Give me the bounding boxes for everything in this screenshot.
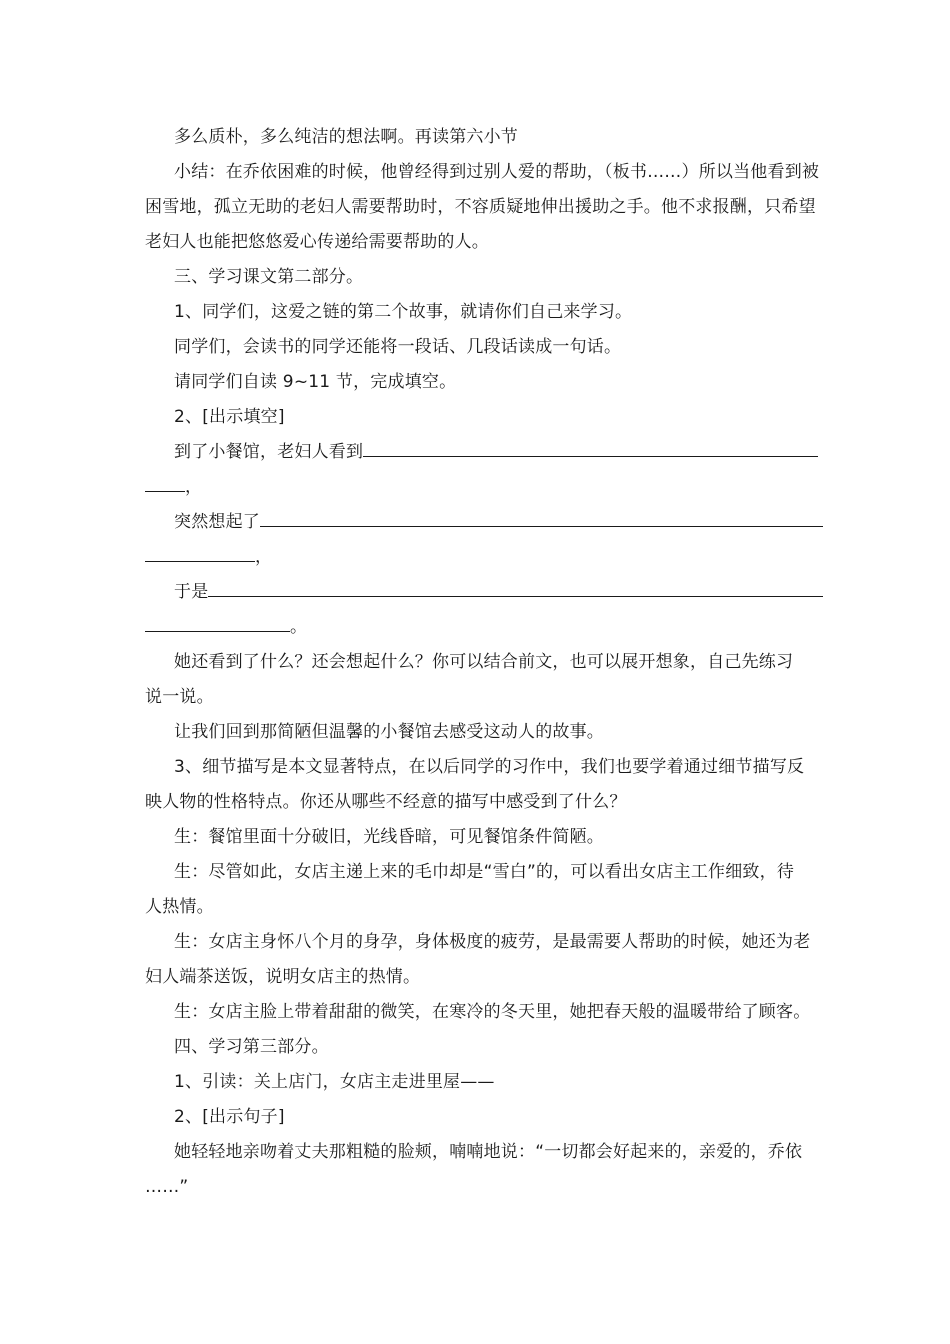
fill-blank-prefix: 到了小餐馆，老妇人看到 (174, 442, 364, 462)
fill-blank-underline (260, 506, 823, 527)
fill-blank-suffix: ， (185, 477, 203, 497)
section-heading: 四、学习第三部分。 (174, 1037, 329, 1057)
fill-blank-continuation (145, 470, 825, 505)
paragraph-line: 映人物的性格特点。你还从哪些不经意的描写中感受到了什么？ (145, 792, 627, 812)
paragraph-line: 说一说。 (145, 687, 214, 707)
section-heading: 三、学习课文第二部分。 (174, 267, 364, 287)
document-body (145, 120, 825, 1205)
paragraph-line: 小结：在乔依困难的时候，他曾经得到过别人爱的帮助，（板书……）所以当他看到被 (174, 162, 820, 182)
paragraph-line: 她轻轻地亲吻着丈夫那粗糙的脸颊，喃喃地说：“一切都会好起来的，亲爱的，乔依 (174, 1142, 803, 1162)
fill-blank-underline (145, 541, 255, 562)
fill-blank-underline (145, 471, 185, 492)
fill-blank-prefix: 突然想起了 (174, 512, 260, 532)
fill-blank-line (145, 575, 825, 610)
fill-blank-underline (363, 436, 818, 457)
paragraph-line: 困雪地，孤立无助的老妇人需要帮助时，不容质疑地伸出援助之手。他不求报酬，只希望 (145, 197, 816, 217)
subsection-heading: 2、[出示句子] (174, 1107, 285, 1127)
paragraph-line: 3、细节描写是本文显著特点，在以后同学的习作中，我们也要学着通过细节描写反 (174, 757, 805, 777)
fill-blank-line (145, 505, 825, 540)
paragraph-line: ……” (145, 1177, 189, 1197)
paragraph-line: 生：餐馆里面十分破旧，光线昏暗，可见餐馆条件简陋。 (174, 827, 604, 847)
paragraph-line: 1、引读：关上店门，女店主走进里屋—— (174, 1072, 495, 1092)
paragraph-line: 请同学们自读 9~11 节，完成填空。 (174, 372, 457, 392)
fill-blank-continuation (145, 610, 825, 645)
paragraph-line: 妇人端茶送饭，说明女店主的热情。 (145, 967, 421, 987)
paragraph-line: 老妇人也能把悠悠爱心传递给需要帮助的人。 (145, 232, 489, 252)
fill-blank-suffix: ， (255, 547, 273, 567)
paragraph-line: 让我们回到那简陋但温馨的小餐馆去感受这动人的故事。 (174, 722, 604, 742)
fill-blank-underline (208, 576, 823, 597)
paragraph-line: 生：尽管如此，女店主递上来的毛巾却是“雪白”的，可以看出女店主工作细致，待 (174, 862, 795, 882)
subsection-heading: 2、[出示填空] (174, 407, 285, 427)
paragraph-line: 1、同学们，这爱之链的第二个故事，就请你们自己来学习。 (174, 302, 633, 322)
fill-blank-underline (145, 611, 290, 632)
paragraph-line: 同学们，会读书的同学还能将一段话、几段话读成一句话。 (174, 337, 622, 357)
paragraph-line: 生：女店主身怀八个月的身孕，身体极度的疲劳，是最需要人帮助的时候，她还为老 (174, 932, 811, 952)
paragraph-line: 人热情。 (145, 897, 214, 917)
paragraph-line: 多么质朴，多么纯洁的想法啊。再读第六小节 (174, 127, 518, 147)
paragraph-line: 生：女店主脸上带着甜甜的微笑，在寒冷的冬天里，她把春天般的温暖带给了顾客。 (174, 1002, 811, 1022)
fill-blank-prefix: 于是 (174, 582, 209, 602)
fill-blank-line (145, 435, 825, 470)
fill-blank-suffix: 。 (290, 617, 308, 637)
paragraph-line: 她还看到了什么？还会想起什么？你可以结合前文，也可以展开想象，自己先练习 (174, 652, 794, 672)
fill-blank-continuation (145, 540, 825, 575)
